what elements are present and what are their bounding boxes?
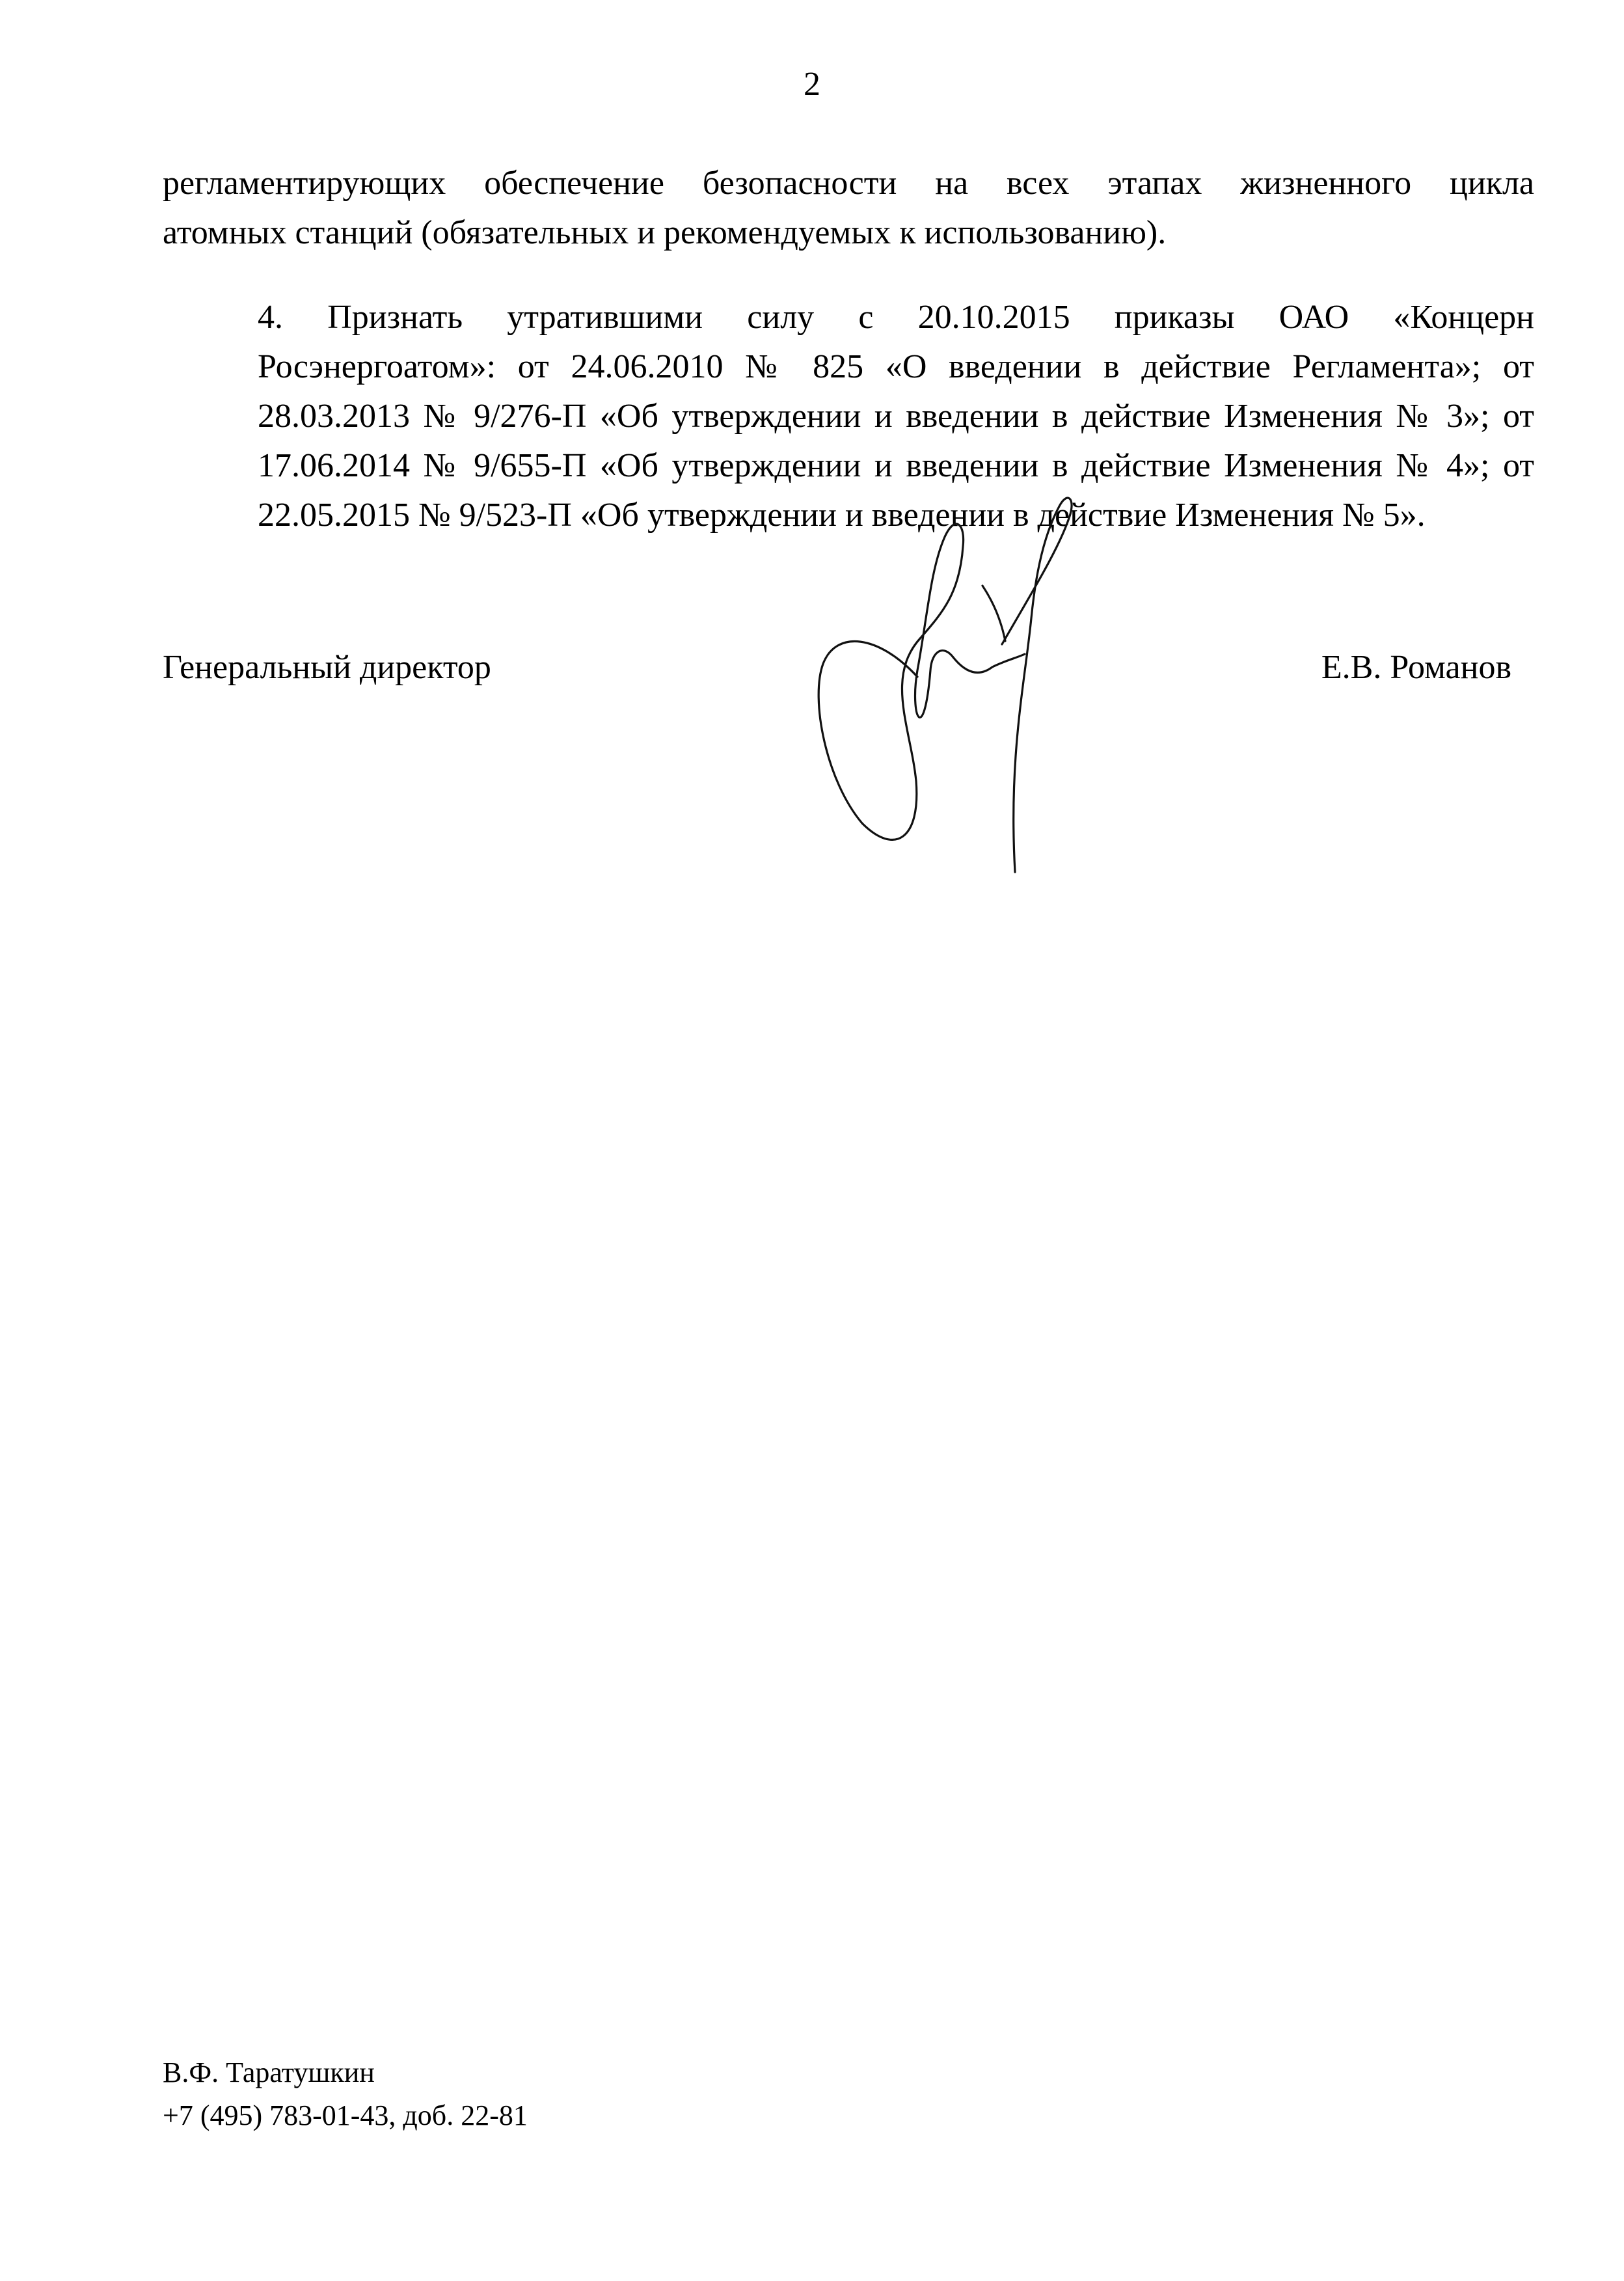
paragraph-line: Росэнергоатом»: от 24.06.2010 № 825 «О введении в действие Регламента»; от xyxy=(258,348,1534,385)
paragraph-line: атомных станций (обязательных и рекомендуемых к использованию). xyxy=(163,214,1167,251)
page-number: 2 xyxy=(804,66,820,103)
signatory-title: Генеральный директор xyxy=(163,649,491,686)
paragraph-line: регламентирующих обеспечение безопасности на всех этапах жизненного цикла xyxy=(163,165,1534,202)
paragraph-continuation xyxy=(163,159,1534,258)
contact-name: В.Ф. Таратушкин xyxy=(163,2056,375,2088)
contact-block xyxy=(163,2051,528,2137)
signature-loop-stroke xyxy=(1002,498,1072,872)
paragraph-line: 28.03.2013 № 9/276-П «Об утверждении и введении в действие Изменения № 3»; от xyxy=(258,398,1534,435)
contact-phone: +7 (495) 783-01-43, доб. 22-81 xyxy=(163,2099,528,2131)
signature-tail-stroke xyxy=(982,586,1005,641)
signature-oval-stroke xyxy=(819,524,1025,840)
handwritten-signature xyxy=(807,475,1210,905)
signatory-name: Е.В. Романов xyxy=(1321,649,1511,686)
paragraph-line: 4. Признать утратившими силу с 20.10.2015 приказы ОАО «Концерн xyxy=(258,299,1534,336)
paragraph-line: 17.06.2014 № 9/655-П «Об утверждении и введении в действие Изменения № 4»; от xyxy=(258,447,1534,484)
paragraph-line: 22.05.2015 № 9/523-П «Об утверждении и введении в действие Изменения № 5». xyxy=(258,497,1426,534)
